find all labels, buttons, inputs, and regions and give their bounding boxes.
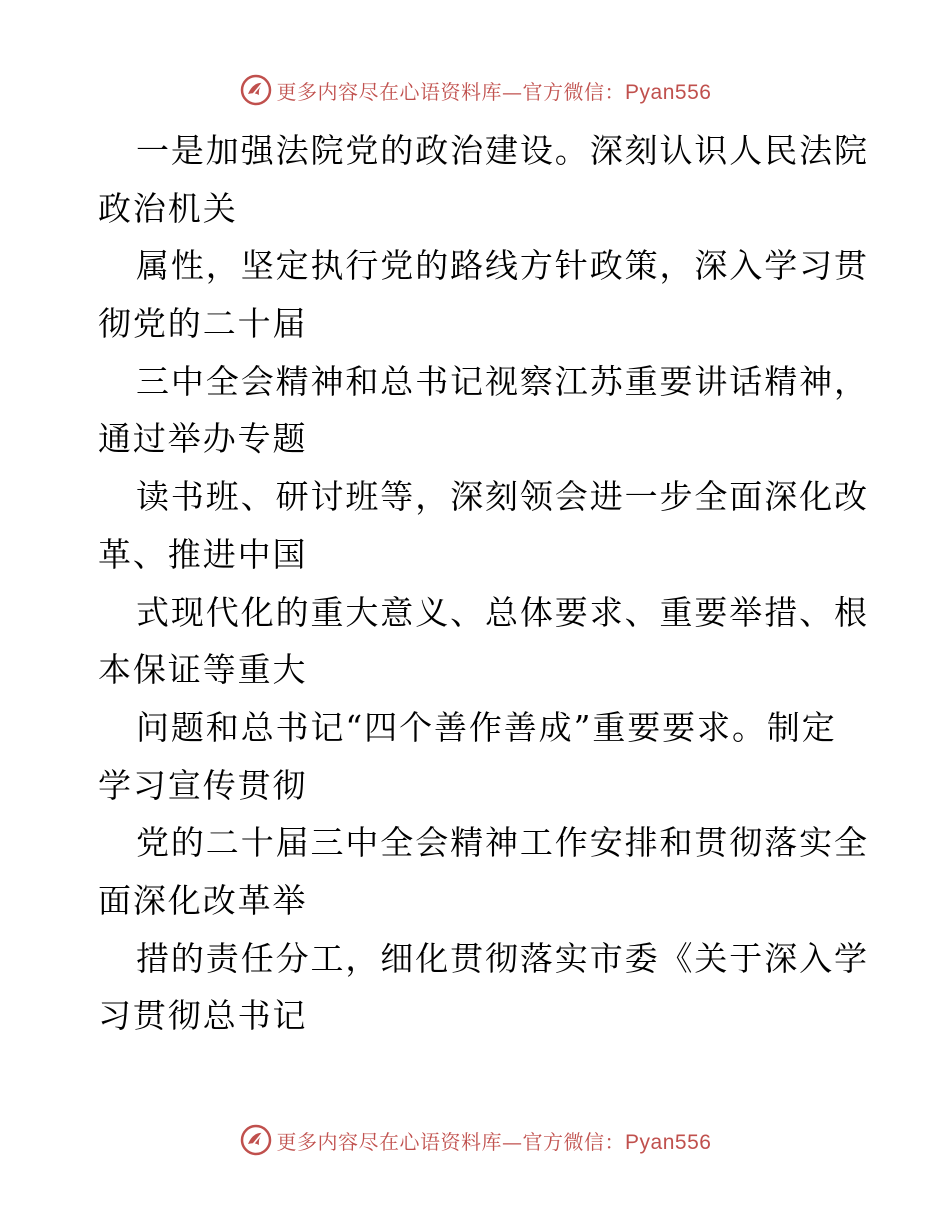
logo-icon	[239, 73, 273, 107]
header-banner-wechat-id: Pyan556	[625, 80, 712, 104]
footer-banner-wechat-id: Pyan556	[625, 1130, 712, 1154]
header-banner-cn: 更多内容尽在心语资料库—官方微信：	[276, 79, 626, 104]
document-body	[98, 122, 869, 1045]
text-line: 通过举办专题	[98, 419, 308, 459]
footer-banner	[0, 1120, 950, 1160]
text-line: 式现代化的重大意义、总体要求、重要举措、根	[136, 592, 869, 632]
header-banner-text	[277, 76, 712, 105]
text-line: 彻党的二十届	[98, 304, 308, 344]
text-line: 读书班、研讨班等，深刻领会进一步全面深化改	[136, 477, 869, 517]
text-line: 革、推进中国	[98, 534, 308, 574]
text-line: 习贯彻总书记	[98, 996, 308, 1036]
text-line: 本保证等重大	[98, 650, 308, 690]
text-line: 面深化改革举	[98, 880, 308, 920]
footer-banner-cn: 更多内容尽在心语资料库—官方微信：	[276, 1129, 626, 1154]
text-line: 党的二十届三中全会精神工作安排和贯彻落实全	[136, 823, 869, 863]
header-banner	[0, 70, 950, 110]
text-line: 措的责任分工，细化贯彻落实市委《关于深入学	[136, 938, 869, 978]
text-line: 属性，坚定执行党的路线方针政策，深入学习贯	[136, 246, 869, 286]
logo-icon	[239, 1123, 273, 1157]
text-line: 学习宣传贯彻	[98, 765, 308, 805]
text-line: 一是加强法院党的政治建设。深刻认识人民法院	[136, 131, 869, 170]
footer-banner-text	[277, 1126, 712, 1155]
text-line: 问题和总书记“四个善作善成”重要要求。制定	[136, 707, 837, 747]
text-line: 政治机关	[98, 188, 238, 228]
text-line: 三中全会精神和总书记视察江苏重要讲话精神，	[136, 361, 869, 401]
